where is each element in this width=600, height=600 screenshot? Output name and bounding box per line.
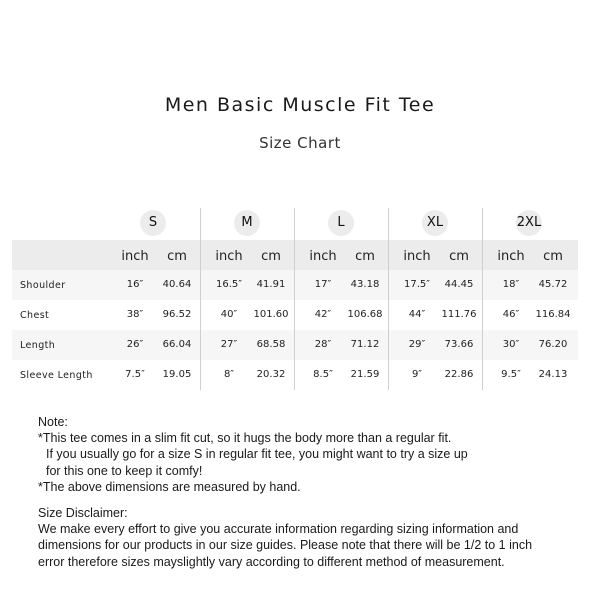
table-cell: 24.13 [538,369,568,380]
table-cell: 66.04 [162,339,192,350]
table-cell: 7.5″ [125,369,145,380]
table-cell: 18″ [502,279,520,290]
size-header-l: L [328,210,354,236]
unit-label-cm: cm [449,249,469,264]
disclaimer-line-1: We make every effort to give you accurate information regarding sizing information and [38,522,519,537]
row-label: Chest [20,310,50,321]
notes-line-3: for this one to keep it comfy! [46,463,203,478]
unit-label-inch: inch [309,249,337,264]
table-cell: 19.05 [162,369,192,380]
column-separator [388,208,389,390]
table-cell: 42″ [314,309,332,320]
unit-label-cm: cm [543,249,563,264]
row-label: Length [20,340,56,351]
table-cell: 68.58 [256,339,286,350]
table-cell: 17.5″ [403,279,430,290]
table-cell: 16.5″ [215,279,242,290]
table-cell: 28″ [314,339,332,350]
table-cell: 9″ [411,369,423,380]
table-cell: 17″ [314,279,332,290]
unit-label-inch: inch [497,249,525,264]
size-header-s: S [140,210,166,236]
disclaimer-line-2: dimensions for our products in our size guides. Please note that there will be 1/2 to 1 inch [38,538,533,553]
unit-label-inch: inch [215,249,243,264]
table-cell: 40.64 [162,279,192,290]
table-cell: 101.60 [253,309,289,320]
table-cell: 40″ [220,309,238,320]
table-cell: 44.45 [444,279,474,290]
size-header-m: M [234,210,260,236]
table-cell: 41.91 [256,279,286,290]
table-cell: 27″ [220,339,238,350]
table-cell: 44″ [408,309,426,320]
disclaimer-line-3: error therefore sizes mayslightly vary according to different method of measurement. [38,554,505,569]
table-cell: 106.68 [347,309,383,320]
table-cell: 22.86 [444,369,474,380]
notes-line-2: If you usually go for a size S in regular fit tee, you might want to try a size up [46,447,468,462]
table-cell: 20.32 [256,369,286,380]
size-header-2xl: 2XL [516,210,542,236]
notes-line-1: *This tee comes in a slim fit cut, so it hugs the body more than a regular fit. [38,431,452,446]
table-cell: 45.72 [538,279,568,290]
table-cell: 96.52 [162,309,192,320]
table-cell: 26″ [126,339,144,350]
table-cell: 73.66 [444,339,474,350]
disclaimer-heading: Size Disclaimer: [38,506,128,521]
table-cell: 16″ [126,279,144,290]
table-cell: 46″ [502,309,520,320]
table-cell: 9.5″ [501,369,521,380]
notes-section [38,414,594,570]
table-cell: 30″ [502,339,520,350]
table-cell: 8″ [223,369,235,380]
column-separator [294,208,295,390]
table-cell: 38″ [126,309,144,320]
page-subtitle: Size Chart [259,134,341,152]
unit-label-cm: cm [167,249,187,264]
size-header-xl: XL [422,210,448,236]
table-cell: 43.18 [350,279,380,290]
table-cell: 8.5″ [313,369,333,380]
unit-label-cm: cm [261,249,281,264]
table-cell: 71.12 [350,339,380,350]
unit-label-inch: inch [121,249,149,264]
row-label: Shoulder [20,280,66,291]
column-separator [200,208,201,390]
size-chart-table [12,206,578,392]
table-cell: 111.76 [441,309,477,320]
notes-heading: Note: [38,415,68,429]
table-cell: 116.84 [535,309,571,320]
column-separator [482,208,483,390]
table-cell: 21.59 [350,369,380,380]
page-title: Men Basic Muscle Fit Tee [164,94,436,116]
table-cell: 29″ [408,339,426,350]
unit-label-inch: inch [403,249,431,264]
row-label: Sleeve Length [20,370,93,381]
table-cell: 76.20 [538,339,568,350]
unit-label-cm: cm [355,249,375,264]
notes-line-4: *The above dimensions are measured by hand. [38,479,301,494]
